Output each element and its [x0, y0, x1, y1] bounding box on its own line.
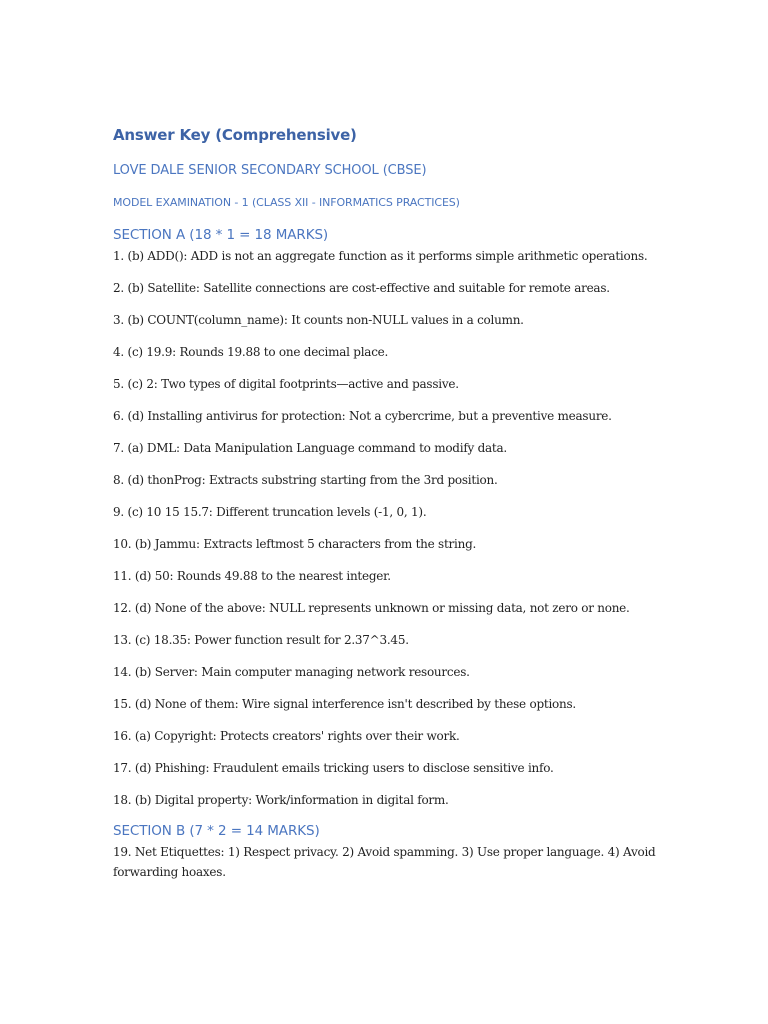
section-b-heading: SECTION B (7 * 2 = 14 MARKS)	[113, 823, 320, 839]
answer-item: 3. (b) COUNT(column_name): It counts non-NULL values in a column.	[113, 313, 524, 327]
answer-item: 4. (c) 19.9: Rounds 19.88 to one decimal place.	[113, 345, 389, 359]
answer-item: 1. (b) ADD(): ADD is not an aggregate function as it performs simple arithmetic operations.	[113, 249, 648, 263]
answer-item: 10. (b) Jammu: Extracts leftmost 5 characters from the string.	[113, 537, 477, 551]
exam-title: MODEL EXAMINATION - 1 (CLASS XII - INFORMATICS PRACTICES)	[113, 196, 460, 209]
answer-item: 19. Net Etiquettes: 1) Respect privacy. 2) Avoid spamming. 3) Use proper language. 4) Avoid forwarding hoaxes.	[113, 845, 656, 879]
answer-item: 8. (d) thonProg: Extracts substring starting from the 3rd position.	[113, 473, 498, 487]
answer-item: 15. (d) None of them: Wire signal interference isn't described by these options.	[113, 697, 576, 711]
section-a-heading: SECTION A (18 * 1 = 18 MARKS)	[113, 227, 329, 243]
section-b-answers	[113, 842, 673, 882]
answer-item: 12. (d) None of the above: NULL represents unknown or missing data, not zero or none.	[113, 601, 630, 615]
answer-item: 13. (c) 18.35: Power function result for 2.37^3.45.	[113, 633, 409, 647]
answer-item: 17. (d) Phishing: Fraudulent emails tricking users to disclose sensitive info.	[113, 761, 554, 775]
answer-item: 16. (a) Copyright: Protects creators' rights over their work.	[113, 729, 460, 743]
answer-item: 2. (b) Satellite: Satellite connections are cost-effective and suitable for remote areas.	[113, 281, 610, 295]
section-a-answers	[113, 246, 673, 810]
document-page	[113, 124, 673, 894]
answer-item: 18. (b) Digital property: Work/information in digital form.	[113, 793, 449, 807]
document-title: Answer Key (Comprehensive)	[113, 126, 357, 144]
answer-item: 7. (a) DML: Data Manipulation Language command to modify data.	[113, 441, 507, 455]
answer-item: 11. (d) 50: Rounds 49.88 to the nearest integer.	[113, 569, 391, 583]
answer-item: 6. (d) Installing antivirus for protection: Not a cybercrime, but a preventive measure.	[113, 409, 612, 423]
answer-item: 14. (b) Server: Main computer managing network resources.	[113, 665, 470, 679]
answer-item: 9. (c) 10 15 15.7: Different truncation levels (-1, 0, 1).	[113, 505, 427, 519]
answer-item: 5. (c) 2: Two types of digital footprints—active and passive.	[113, 377, 459, 391]
school-name: LOVE DALE SENIOR SECONDARY SCHOOL (CBSE)	[113, 163, 427, 178]
